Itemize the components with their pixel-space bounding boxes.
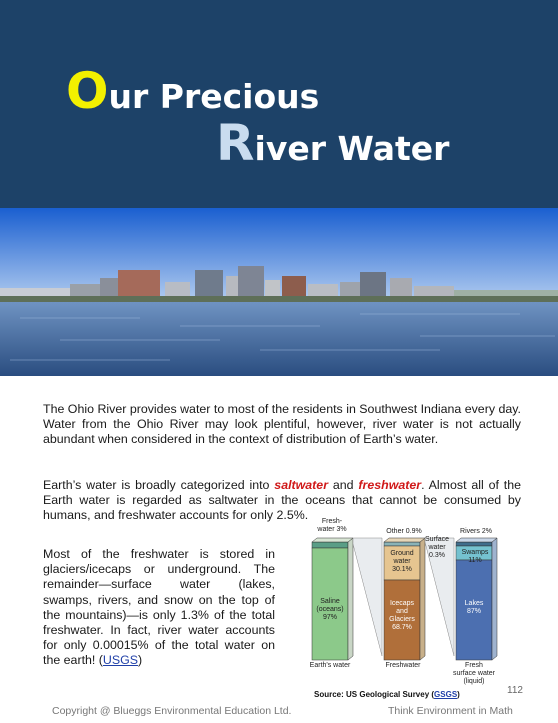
label-lakes: Lakes 87% [464, 600, 484, 615]
label-ice: Icecaps and Glaciers 68.7% [389, 600, 415, 631]
bar-rivers [456, 542, 492, 546]
title-initial-o: O [66, 62, 109, 120]
title-rest-2: iver Water [254, 129, 450, 168]
label-surface-bar: Fresh surface water (liquid) [452, 662, 496, 685]
bar-other [384, 542, 420, 546]
label-rivers: Rivers 2% [460, 528, 492, 535]
photo-water [0, 302, 558, 376]
photo-shore [0, 296, 558, 302]
label-saline: Saline (oceans) 97% [316, 598, 344, 621]
title-line-2 [216, 114, 450, 172]
connector-earth-fresh [353, 538, 382, 656]
water-distribution-figure [300, 514, 530, 694]
p2-text-b: and [328, 478, 359, 492]
page-number: 112 [507, 685, 523, 696]
source-suffix: ) [457, 690, 460, 699]
label-earth-water: Earth's water [309, 662, 351, 669]
freshwater-term: freshwater [358, 478, 422, 492]
label-freshwater: Freshwater [385, 662, 421, 669]
label-fresh-top: Fresh- water 3% [317, 518, 347, 533]
footer-tagline: Think Environment in Math [388, 705, 513, 717]
freshwater-storage-paragraph [43, 547, 275, 669]
p2-text-c: . Almost all of the Earth water is regarded as saltwater in the oceans that cannot be consumed by humans, and freshwater accounts for only 2.5%. [43, 478, 521, 523]
bar-fresh-top [312, 542, 348, 548]
usgs-link[interactable]: USGS [102, 653, 139, 668]
intro-paragraph: The Ohio River provides water to most of the residents in Southwest Indiana every day. Water from the Ohio River may look plentiful, however, river water is not actually abundant when considered in the context of distribution of Earth’s water. [43, 402, 521, 447]
p3-text-b: ) [138, 653, 143, 668]
surface-bar-top [456, 538, 497, 542]
label-surface: Surface water 0.3% [424, 536, 450, 559]
title-banner [0, 0, 558, 208]
title-initial-r: R [216, 114, 255, 172]
label-other: Other 0.9% [386, 528, 422, 535]
source-prefix: Source: US Geological Survey ( [314, 690, 435, 699]
p3-text-a: Most of the freshwater is stored in glaciers/icecaps or underground. The remainder—surface water (lakes, swamps, rivers, and snow on the top of the mountains)—is only 1.3% of the total freshwater. In fact, river water accounts for only 0.00015% of the total water on the earth! ( [43, 547, 275, 668]
source-caption [314, 690, 460, 699]
ohio-river-photo [0, 208, 558, 376]
title-rest-1: ur Precious [108, 77, 320, 116]
footer-copyright: Copyright @ Blueggs Environmental Education Ltd. [52, 705, 292, 717]
earth-bar-top [312, 538, 353, 542]
fresh-bar-top [384, 538, 425, 542]
earth-bar-side [348, 538, 353, 660]
title-line-1 [66, 62, 320, 120]
saltwater-term: saltwater [274, 478, 329, 492]
p2-text-a: Earth’s water is broadly categorized into [43, 478, 275, 492]
label-swamps: Swamps 11% [461, 549, 489, 564]
label-ground: Ground water 30.1% [390, 550, 414, 573]
gsgs-link[interactable]: GSGS [434, 690, 458, 699]
